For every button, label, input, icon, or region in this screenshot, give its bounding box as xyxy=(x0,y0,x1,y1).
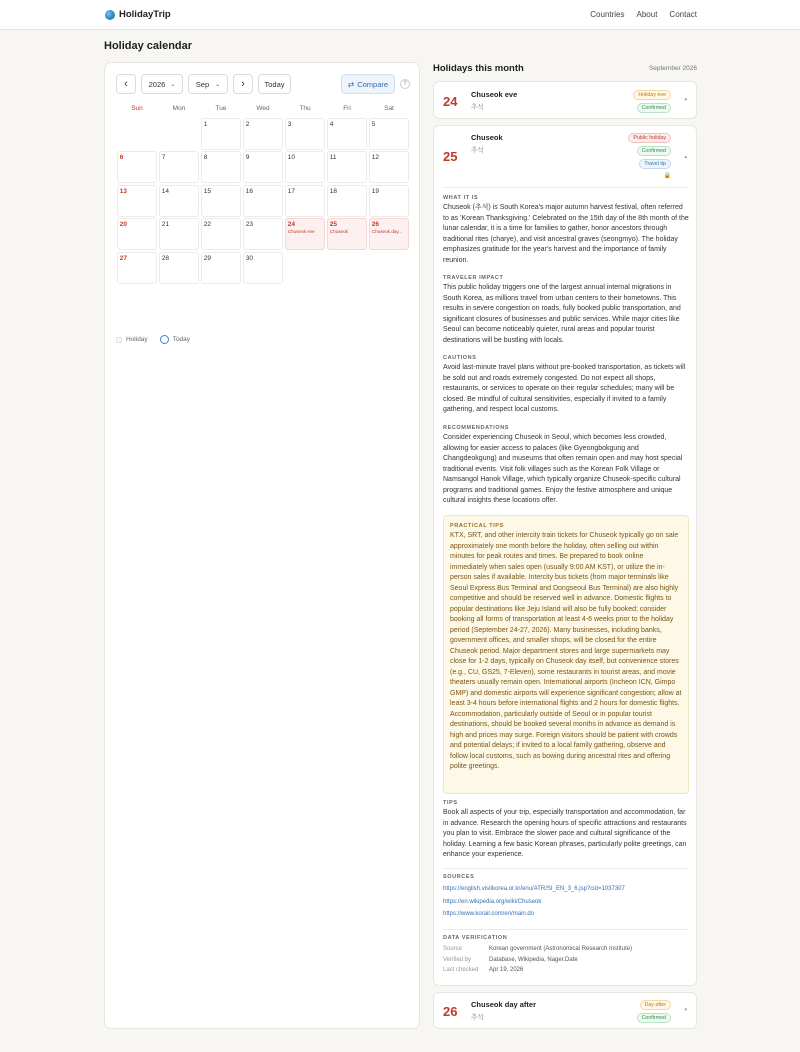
status-badge: Confirmed xyxy=(637,103,671,113)
section-heading: WHAT IT IS xyxy=(443,195,479,201)
status-badge: Confirmed xyxy=(637,1013,671,1023)
status-badge: Public holiday xyxy=(628,133,671,143)
chevron-down-icon: ⌄ xyxy=(170,81,176,88)
month-value: Sep xyxy=(195,79,210,89)
holiday-local-name: 추석 xyxy=(471,147,484,154)
practical-tips-box xyxy=(443,515,689,794)
calendar-day[interactable] xyxy=(327,118,367,150)
holiday-day: 24 xyxy=(443,94,458,109)
status-badge: Holiday eve xyxy=(633,90,671,100)
holiday-card[interactable] xyxy=(433,992,697,1029)
swap-arrows-icon: ⇄ xyxy=(347,79,355,89)
calendar-legend xyxy=(116,335,190,344)
calendar-day[interactable] xyxy=(201,218,241,250)
divider xyxy=(443,929,689,930)
source-link[interactable]: https://english.visitkorea.or.kr/enu/ATR/SI_EN_3_6.jsp?cid=1037307 xyxy=(443,886,625,892)
day-number: 22 xyxy=(203,221,212,229)
day-number: 11 xyxy=(329,154,337,162)
calendar-day[interactable] xyxy=(327,151,367,183)
calendar-day[interactable] xyxy=(117,252,157,284)
holiday-swatch-icon xyxy=(116,337,122,343)
calendar-day[interactable] xyxy=(285,185,325,217)
calendar-day[interactable] xyxy=(159,218,199,250)
source-link[interactable]: https://www.korail.com/en/main.do xyxy=(443,911,535,917)
day-number: 15 xyxy=(203,187,212,195)
calendar-day[interactable] xyxy=(243,185,283,217)
source-link[interactable]: https://en.wikipedia.org/wiki/Chuseok xyxy=(443,898,542,905)
section-heading: SOURCES xyxy=(443,874,475,880)
calendar-grid xyxy=(116,117,410,285)
weekday-header xyxy=(116,105,410,112)
day-number: 10 xyxy=(287,154,296,162)
chevron-right-icon: › xyxy=(241,78,245,90)
day-number: 12 xyxy=(371,154,380,162)
chevron-up-icon[interactable]: ▴ xyxy=(684,154,687,160)
section-tips xyxy=(443,800,689,861)
calendar-day[interactable] xyxy=(243,151,283,183)
calendar-day[interactable] xyxy=(243,218,283,250)
day-number: 6 xyxy=(119,154,124,162)
section-text: Chuseok (추석) is South Korea's major autumn harvest festival, often referred to as 'Korean Thanksgiving.' Celebrated on the 15th day of the 8th month of the lunar calendar, it is a time for families to gather, honor ancestors through traditional rites (charye), and visit ancestral graves (seongmyo). The holiday emphasizes gratitude for the year's harvest and the importance of family reunion. xyxy=(443,204,689,264)
holiday-card-expanded xyxy=(433,125,697,986)
holiday-day: 26 xyxy=(443,1004,458,1019)
day-number: 20 xyxy=(119,221,128,229)
calendar-day[interactable] xyxy=(201,118,241,150)
legend-today: Today xyxy=(172,336,191,343)
calendar-day[interactable] xyxy=(285,151,325,183)
section-text: Book all aspects of your trip, especially transportation and accommodation, far in advance. Research the opening hours of specific attractions and restaurants you plan to visit. Embrace the slower pace and cultural significance of the holiday. Learning a few basic Korean phrases, particularly polite greetings, can enhance your experience. xyxy=(443,809,687,858)
calendar-day-holiday[interactable] xyxy=(285,218,325,250)
section-cautions xyxy=(443,355,689,416)
section-data-verification xyxy=(443,935,689,976)
status-badge: Confirmed xyxy=(637,146,671,156)
section-sources xyxy=(443,874,689,921)
calendar-toolbar xyxy=(116,74,411,94)
day-number: 2 xyxy=(245,120,250,128)
day-number: 23 xyxy=(245,221,254,229)
next-month-button[interactable] xyxy=(233,74,253,94)
calendar-card xyxy=(104,62,420,1029)
verification-value: Korean government (Astronomical Research Institute) xyxy=(489,946,633,952)
today-ring-icon xyxy=(160,335,169,344)
calendar-day-holiday[interactable] xyxy=(327,218,367,250)
weekday-label: Thu xyxy=(299,105,311,112)
weekday-label: Fri xyxy=(343,105,351,112)
chevron-down-icon[interactable]: ▾ xyxy=(684,1007,687,1013)
main-nav xyxy=(590,10,697,19)
calendar-day[interactable] xyxy=(243,252,283,284)
section-heading: TRAVELER IMPACT xyxy=(443,275,504,281)
section-traveler-impact xyxy=(443,275,689,346)
divider xyxy=(443,868,689,869)
verification-row xyxy=(443,944,689,955)
day-number: 9 xyxy=(245,154,250,162)
day-number: 24 xyxy=(287,221,296,229)
calendar-day[interactable] xyxy=(327,185,367,217)
weekday-label: Sat xyxy=(384,105,394,112)
section-heading: PRACTICAL TIPS xyxy=(450,523,504,529)
verification-row xyxy=(443,965,689,976)
calendar-title: Holiday calendar xyxy=(104,40,193,52)
chevron-down-icon: ⌄ xyxy=(215,81,221,88)
weekday-label: Sun xyxy=(131,105,143,112)
day-number: 14 xyxy=(161,187,170,195)
calendar-day[interactable] xyxy=(285,118,325,150)
year-select[interactable] xyxy=(141,74,183,94)
today-button[interactable]: Today xyxy=(258,74,291,94)
day-number: 17 xyxy=(287,187,296,195)
day-holiday-name: Chuseok eve xyxy=(287,229,315,235)
app-name: HolidayTrip xyxy=(119,9,171,20)
verification-row xyxy=(443,955,689,966)
day-holiday-name: Chuseok xyxy=(329,229,348,235)
nav-contact[interactable]: Contact xyxy=(669,10,697,19)
section-text: Consider experiencing Chuseok in Seoul, which becomes less crowded, allowing for easier access to palaces (like Gyeongbokgung and Changdeokgung) and museums that often remain open and may host special traditional events. Visit folk villages such as the Korean Folk Village or Namsangol Hanok Village, which typically organize Chuseok-specific cultural programs and traditional games. Enjoy the festive atmosphere and unique cultural insights these locations offer. xyxy=(443,434,683,504)
section-heading: RECOMMENDATIONS xyxy=(443,425,510,431)
day-number: 8 xyxy=(203,154,208,162)
logo-link[interactable] xyxy=(105,9,171,20)
compare-button[interactable] xyxy=(341,74,395,94)
section-heading: DATA VERIFICATION xyxy=(443,935,508,941)
section-heading: CAUTIONS xyxy=(443,355,477,361)
day-number: 16 xyxy=(245,187,254,195)
divider xyxy=(443,187,689,188)
day-number: 19 xyxy=(371,187,380,195)
calendar-day-holiday[interactable] xyxy=(369,218,409,250)
top-navbar xyxy=(0,0,800,30)
section-text: This public holiday triggers one of the largest annual internal migrations in South Korea, as millions travel from urban centers to their hometowns. This results in severe congestion on roads, fully booked public transportation, and significant closures of businesses and public services. While major cities like Seoul can become noticeably quieter, rural areas and popular tourist destinations will be bustling with locals. xyxy=(443,284,681,344)
holiday-badges xyxy=(633,90,671,113)
chevron-down-icon[interactable]: ▾ xyxy=(684,97,687,103)
calendar-day[interactable] xyxy=(201,185,241,217)
day-number: 7 xyxy=(161,154,166,162)
section-what-it-is xyxy=(443,195,689,266)
holiday-name: Chuseok eve xyxy=(471,90,518,99)
calendar-day[interactable] xyxy=(159,252,199,284)
weekday-label: Mon xyxy=(172,105,186,112)
weekday-label: Wed xyxy=(256,105,270,112)
calendar-day[interactable] xyxy=(369,118,409,150)
empty-cell xyxy=(117,118,157,150)
calendar-day[interactable] xyxy=(117,218,157,250)
day-number: 4 xyxy=(329,120,334,128)
verification-key: Source xyxy=(443,946,463,952)
day-number: 27 xyxy=(119,254,128,262)
year-value: 2026 xyxy=(148,79,166,89)
compare-label: Compare xyxy=(357,79,389,89)
day-number: 30 xyxy=(245,254,254,262)
day-number: 13 xyxy=(119,187,128,195)
status-badge: Travel tip xyxy=(639,159,671,169)
chevron-left-icon: ‹ xyxy=(124,78,128,90)
holidays-list-month: September 2026 xyxy=(648,65,697,72)
calendar-day[interactable] xyxy=(243,118,283,150)
verification-value: Apr 19, 2026 xyxy=(489,967,524,973)
holiday-day: 25 xyxy=(443,149,458,164)
day-number: 18 xyxy=(329,187,338,195)
section-text: Avoid last-minute travel plans without pre-booked transportation, as tickets will be sold out and roads extremely congested. Do not expect all shops, restaurants, or services to operate on their regular schedules; many will be closed. Be mindful of cultural sensitivities, especially if invited to a family gathering, and respect local customs. xyxy=(443,364,686,413)
calendar-day[interactable] xyxy=(159,151,199,183)
day-number: 21 xyxy=(161,221,170,229)
holiday-name: Chuseok day after xyxy=(471,1000,537,1009)
verification-key: Last checked xyxy=(443,967,479,973)
day-number: 26 xyxy=(371,221,380,229)
day-number: 29 xyxy=(203,254,212,262)
nav-about[interactable]: About xyxy=(636,10,658,19)
legend-holiday: Holiday xyxy=(126,336,148,343)
calendar-day[interactable] xyxy=(201,151,241,183)
day-holiday-name: Chuseok day... xyxy=(371,229,403,235)
day-number: 5 xyxy=(371,120,376,128)
calendar-day[interactable] xyxy=(117,151,157,183)
calendar-day[interactable] xyxy=(159,185,199,217)
weekday-label: Tue xyxy=(215,105,227,112)
verification-value: Database, Wikipedia, Nager.Date xyxy=(489,956,578,963)
day-number: 25 xyxy=(329,221,338,229)
holiday-badges xyxy=(628,133,671,179)
month-select[interactable] xyxy=(188,74,228,94)
calendar-day[interactable] xyxy=(369,151,409,183)
holiday-name: Chuseok xyxy=(471,133,503,142)
section-heading: TIPS xyxy=(443,800,458,806)
verification-key: Verified by xyxy=(443,956,472,963)
calendar-day[interactable] xyxy=(117,185,157,217)
section-text: KTX, SRT, and other intercity train tickets for Chuseok typically go on sale approximately one month before the holiday, often selling out within minutes for peak routes and times. Be prepared to book online immediately when sales open (usually 9:00 AM KST), or utilize the in-person sales if available. Intercity bus tickets (from major terminals like Seoul Express Bus Terminal and Dongseoul Bus Terminal) are also highly competitive and should be reserved well in advance. Domestic flights to popular destinations like Jeju Island will also be fully booked; consider booking all forms of transportation at least 4-6 weeks prior to the holiday period (September 24-27, 2026). Many businesses, including banks, government offices, and smaller shops, will be closed for the entire Chuseok period. Major department stores and large supermarkets may close for 1-2 days, typically on Chuseok day itself, but convenience stores (e.g., CU, GS25, 7-Eleven), some restaurants in tourist areas, and movie theaters usually remain open. International airports (Incheon ICN, Gimpo GMP) and domestic airports will experience significant congestion; allow at least 3-4 hours before international flights and 2 hours for domestic flights. Accommodation, particularly outside of Seoul or in popular tourist destinations, should be booked several months in advance as demand is high and prices may surge. Foreign visitors should be patient with crowds and potential delays; if invited to a local family gathering, observe and follow local customs, such as bowing during ancestral rites and offering polite greetings. xyxy=(450,532,682,770)
empty-cell xyxy=(159,118,199,150)
holiday-badges xyxy=(637,1000,671,1023)
nav-countries[interactable]: Countries xyxy=(590,10,625,19)
help-icon[interactable]: ? xyxy=(400,79,410,89)
day-number: 28 xyxy=(161,254,170,262)
holiday-card[interactable] xyxy=(433,81,697,119)
day-number: 3 xyxy=(287,120,292,128)
calendar-day[interactable] xyxy=(201,252,241,284)
section-recommendations xyxy=(443,425,689,507)
prev-month-button[interactable] xyxy=(116,74,136,94)
lock-icon: 🔒 xyxy=(663,173,671,179)
status-badge: Day after xyxy=(640,1000,672,1010)
day-number: 1 xyxy=(203,120,208,128)
calendar-day[interactable] xyxy=(369,185,409,217)
holiday-local-name: 추석 xyxy=(471,1014,484,1021)
globe-icon xyxy=(105,10,115,20)
holidays-list-title: Holidays this month xyxy=(433,63,524,74)
holiday-local-name: 추석 xyxy=(471,104,484,111)
